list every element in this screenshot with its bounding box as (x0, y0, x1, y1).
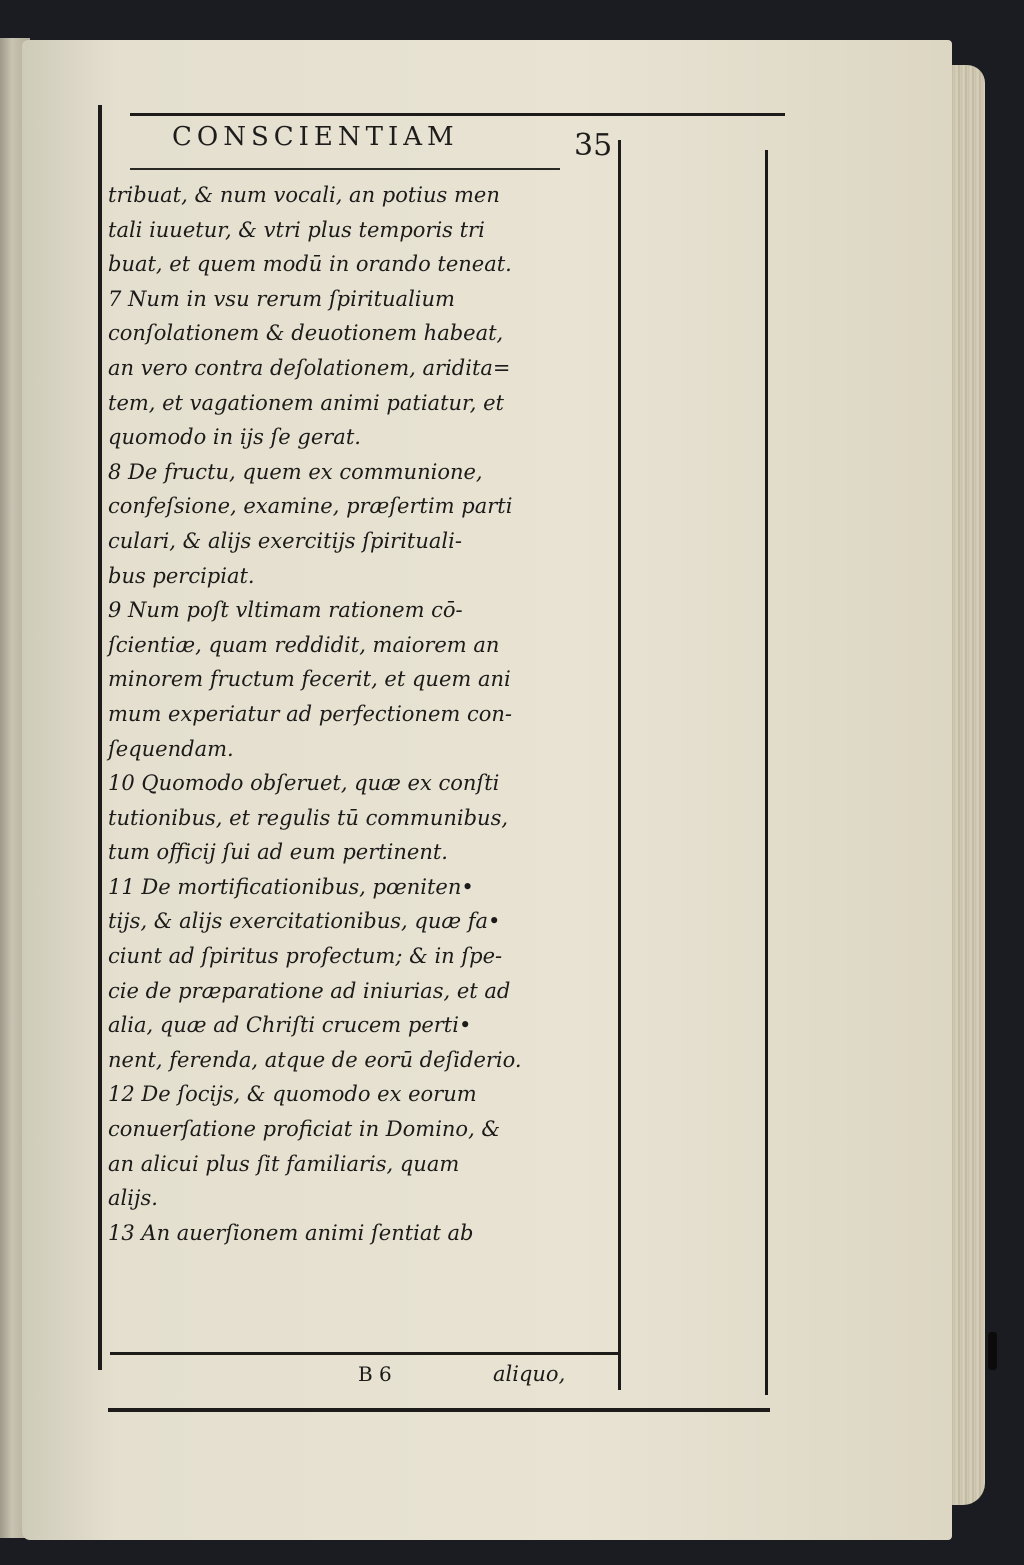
text-line: culari, & alijs exercitijs ſpirituali- (108, 528, 462, 553)
text-line: bus percipiat. (108, 563, 255, 588)
text-line: alijs. (108, 1186, 158, 1211)
text-line: 9 Num poſt vltimam rationem cō- (108, 598, 463, 623)
text-line: mum experiatur ad perfectionem con- (108, 701, 512, 726)
header-top-rule (130, 113, 785, 116)
text-line: 10 Quomodo obſeruet, quæ ex conſti (108, 771, 500, 796)
catchword: aliquo, (493, 1362, 566, 1386)
text-line: tem, et vagationem animi patiatur, et (108, 390, 504, 415)
text-line: nent, ferenda, atque de eorū deſiderio. (108, 1047, 522, 1072)
text-line: alia, quæ ad Chriſti crucem perti• (108, 1013, 472, 1038)
text-line: 13 An auerſionem animi ſentiat ab (108, 1220, 474, 1245)
text-line: tum officij ſui ad eum pertinent. (108, 840, 448, 865)
page-number: 35 (574, 128, 613, 163)
frame-left-rule (98, 105, 102, 1370)
text-bottom-rule (110, 1352, 618, 1355)
inner-frame-line (765, 150, 768, 1395)
text-line: quomodo in ijs ſe gerat. (108, 425, 361, 450)
text-line: conuerſatione proficiat in Domino, & (108, 1117, 501, 1142)
running-title: CONSCIENTIAM (172, 122, 459, 152)
text-line: an alicui plus ſit familiaris, quam (108, 1151, 460, 1176)
text-line: tribuat, & num vocali, an potius men (108, 183, 500, 207)
text-line: buat, et quem modū in orando teneat. (108, 252, 512, 277)
text-line: ſcientiæ, quam reddidit, maiorem an (108, 632, 500, 657)
frame-right-rule (618, 140, 621, 1390)
text-line: 7 Num in vsu rerum ſpiritualium (108, 286, 455, 311)
text-line: ciunt ad ſpiritus profectum; & in ſpe- (108, 944, 503, 969)
text-line: an vero contra deſolationem, aridita= (108, 355, 511, 380)
clasp-mark (988, 1332, 997, 1370)
text-line: tali iuuetur, & vtri plus temporis tri (108, 217, 485, 242)
body-text (108, 178, 618, 1250)
text-line: ſequendam. (108, 736, 234, 761)
text-line: cie de præparatione ad iniurias, et ad (108, 978, 511, 1003)
text-line: conſolationem & deuotionem habeat, (108, 321, 504, 346)
text-line: confeſsione, examine, præſertim parti (108, 494, 513, 519)
page-bottom-rule (108, 1408, 770, 1412)
text-line: tijs, & alijs exercitationibus, quæ fa• (108, 909, 501, 934)
text-line: 8 De fructu, quem ex communione, (108, 459, 483, 484)
signature-mark: B 6 (358, 1362, 392, 1386)
text-line: 12 De ſocijs, & quomodo ex eorum (108, 1082, 477, 1107)
text-line: tutionibus, et regulis tū communibus, (108, 805, 509, 830)
header-under-rule (130, 168, 560, 170)
text-line: minorem fructum fecerit, et quem ani (108, 667, 511, 692)
text-line: 11 De mortificationibus, pœniten• (108, 874, 474, 899)
